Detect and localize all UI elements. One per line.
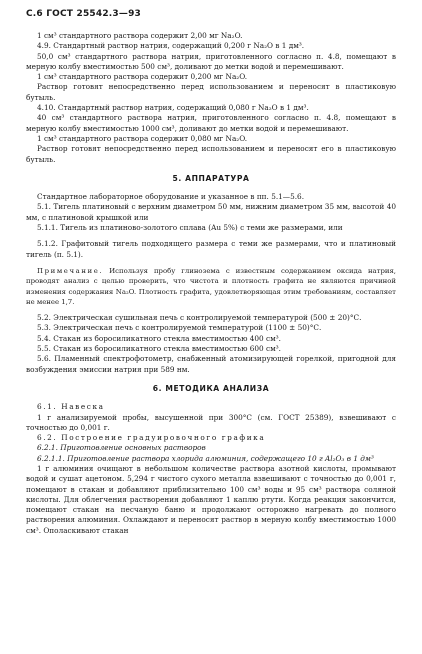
note-label: Примечание. (37, 266, 104, 275)
s6-p211: 6.2.1.1. Приготовление раствора хлорида алюминия, содержащего 10 г Al₂O₃ в 1 дм³ (37, 453, 374, 463)
s4-line-1: 1 см³ стандартного раствора содержит 2,00 мг Na₂O. (37, 31, 243, 40)
s6-p2-title (26, 433, 396, 443)
s5-line-3: 5.1.1. Тигель из платиново-золотого сплава (Au 5%) с теми же размерами, или (37, 223, 343, 233)
s6-p1-text: 1 г анализируемой пробы, высушенной при 300°С (см. ГОСТ 25389), взвешивают с точностью до 0,001 г. (26, 412, 396, 432)
s4-line-6: 4.10. Стандартный раствор натрия, содержащий 0,080 г Na₂O в 1 дм³. (37, 103, 309, 113)
p2-title: 6.2. Построение градуировочного графика (37, 433, 266, 443)
s5-line-7: 5.3. Электрическая печь с контролируемой температурой (1100 ± 50)°С. (37, 323, 322, 333)
s4-line-3: 50,0 см³ стандартного раствора натрия, приготовленного согласно п. 4.8, помещают в мерную колбу вместимостью 500 см³, доливают до метки водой и перемешивают. (26, 51, 396, 71)
s5-line-1: Стандартное лабораторное оборудование и указанное в пп. 5.1—5.6. (37, 192, 305, 202)
s6-p1-title (26, 402, 396, 412)
note-text: Используя пробу глинозема с известным содержанием оксида натрия, проводят анализ с целью проверить, что чистота и плотность графита не являются причиной изменения содержания Na₂O. Плотность графита, удовлетворяющая этим требованиям, составляет не менее 1,7. (26, 266, 396, 306)
s4-line-8: 1 см³ стандартного раствора содержит 0,080 мг Na₂O. (37, 133, 248, 143)
running-head: С.6 ГОСТ 25542.3—93 (26, 9, 141, 19)
s4-line-4: 1 см³ стандартного раствора содержит 0,200 мг Na₂O. (37, 72, 248, 82)
section-5-heading: 5. АППАРАТУРА (172, 173, 250, 183)
s4-line-2: 4.9. Стандартный раствор натрия, содержащий 0,200 г Na₂O в 1 дм³. (37, 41, 305, 51)
s6-p211-text: 1 г алюминия очищают в небольшом количестве раствора азотной кислоты, промывают водой и сушат ацетоном. 5,294 г чистого сухого металла взвешивают с точностью до 0,001 г, помещают в стакан и добавляют приблизительно 100 см³ воды и 95 см³ раствора соляной кислоты. Для облегчения растворения добавляют 1 каплю ртути. Когда реакция закончится, помещают стакан на песчаную баню и продолжают осторожно нагревать до полного растворения алюминия. Охлаждают и переносят раствор в мерную колбу вместимостью 1000 см³. Ополаскивают стакан (26, 463, 396, 535)
s4-line-7: 40 см³ стандартного раствора натрия, приготовленного согласно п. 4.8, помещают в мерную колбу вместимостью 1000 см³, доливают до метки водой и перемешивают. (26, 113, 396, 133)
s4-line-9: Раствор готовят непосредственно перед использованием и переносят его в пластиковую бутыль. (26, 144, 396, 164)
p1-title: 6.1. Навеска (37, 402, 105, 412)
s5-line-4: 5.1.2. Графитовый тигель подходящего размера с теми же размерами, что и платиновый тигель (п. 5.1). (26, 239, 396, 259)
s6-p21: 6.2.1. Приготовление основных растворов (37, 443, 206, 453)
s4-line-5: Раствор готовят непосредственно перед использованием и переносят в пластиковую бутыль. (26, 82, 396, 102)
s5-note (26, 266, 396, 307)
s5-line-10: 5.6. Пламенный спектрофотометр, снабженный атомизирующей горелкой, пригодной для возбуждения эмиссии натрия при 589 нм. (26, 354, 396, 374)
s5-line-2: 5.1. Тигель платиновый с верхним диаметром 50 мм, нижним диаметром 35 мм, высотой 40 мм, с платиновой крышкой или (26, 202, 396, 222)
section-6-heading: 6. МЕТОДИКА АНАЛИЗА (152, 383, 270, 393)
s5-line-8: 5.4. Стакан из боросиликатного стекла вместимостью 400 см³. (37, 333, 281, 343)
s5-line-9: 5.5. Стакан из боросиликатного стекла вместимостью 600 см³. (37, 344, 281, 354)
s5-line-6: 5.2. Электрическая сушильная печь с контролируемой температурой (500 ± 20)°С. (37, 313, 362, 323)
